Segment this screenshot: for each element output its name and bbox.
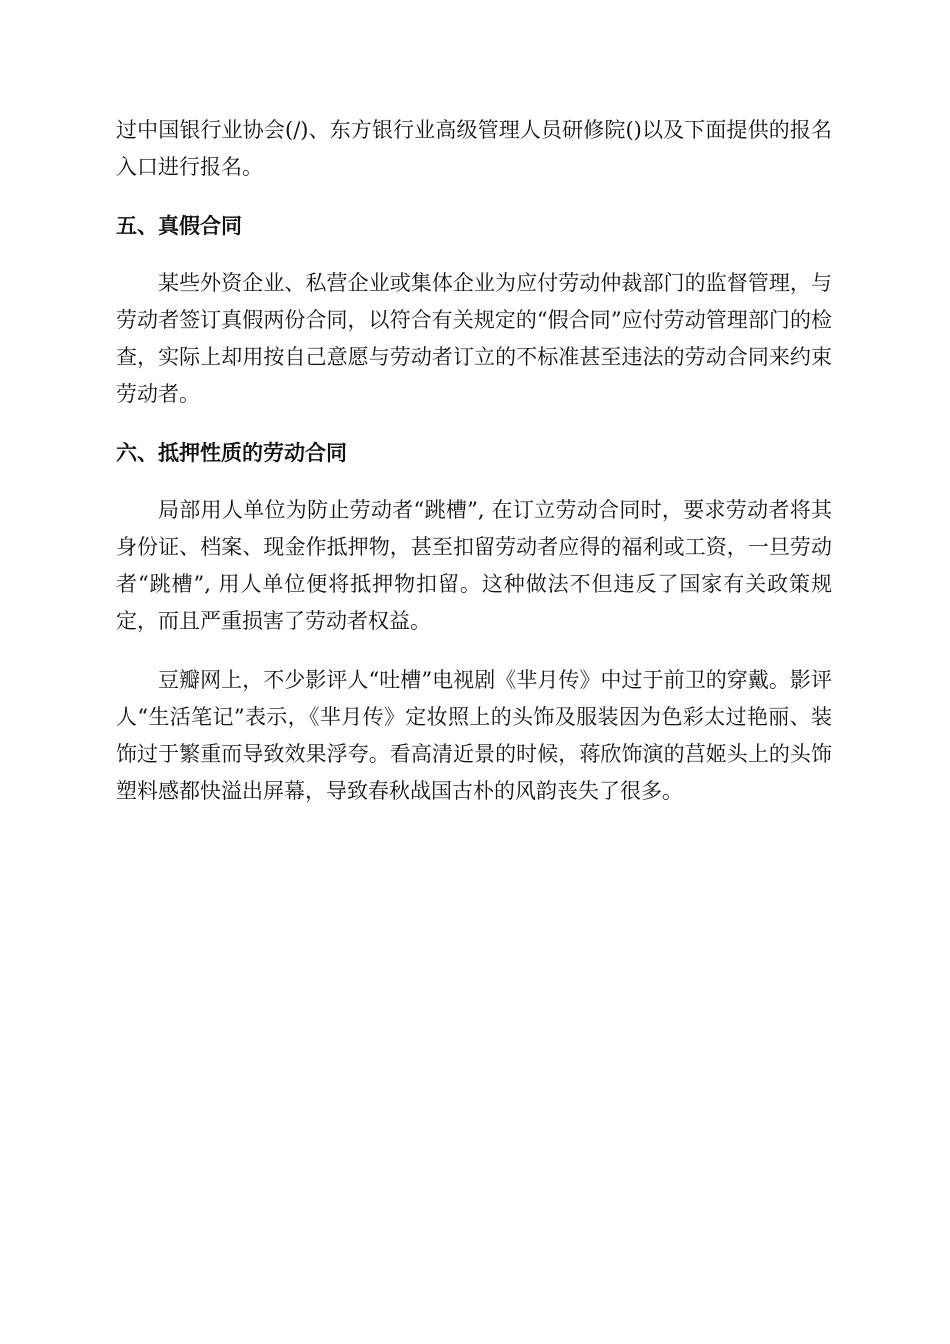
heading-section-6: 六、抵押性质的劳动合同 bbox=[116, 441, 347, 465]
paragraph-registration: 过中国银行业协会(/)、东方银行业高级管理人员研修院()以及下面提供的报名入口进行报名。 bbox=[116, 118, 832, 179]
paragraph-douban-review: 豆瓣网上，不少影评人“吐槽”电视剧《芈月传》中过于前卫的穿戴。影评人“生活笔记”表示，《芈月传》定妆照上的头饰及服装因为色彩太过艳丽、装饰过于繁重而导致效果浮夸。看高清近景的时候，蒋欣饰演的莒姬头上的头饰塑料感都快溢出屏幕，导致春秋战国古朴的风韵丧失了很多。 bbox=[116, 668, 832, 803]
heading-section-5: 五、真假合同 bbox=[116, 214, 242, 238]
document-body bbox=[116, 112, 832, 810]
paragraph-mortgage-contracts: 局部用人单位为防止劳动者“跳槽”, 在订立劳动合同时，要求劳动者将其身份证、档案、现金作抵押物，甚至扣留劳动者应得的福利或工资，一旦劳动者“跳槽”, 用人单位便将抵押物扣留。这种做法不但违反了国家有关政策规定，而且严重损害了劳动者权益。 bbox=[116, 498, 832, 633]
paragraph-true-false-contracts: 某些外资企业、私营企业或集体企业为应付劳动仲裁部门的监督管理，与劳动者签订真假两份合同，以符合有关规定的“假合同”应付劳动管理部门的检查，实际上却用按自己意愿与劳动者订立的不标准甚至违法的劳动合同来约束劳动者。 bbox=[116, 271, 832, 406]
